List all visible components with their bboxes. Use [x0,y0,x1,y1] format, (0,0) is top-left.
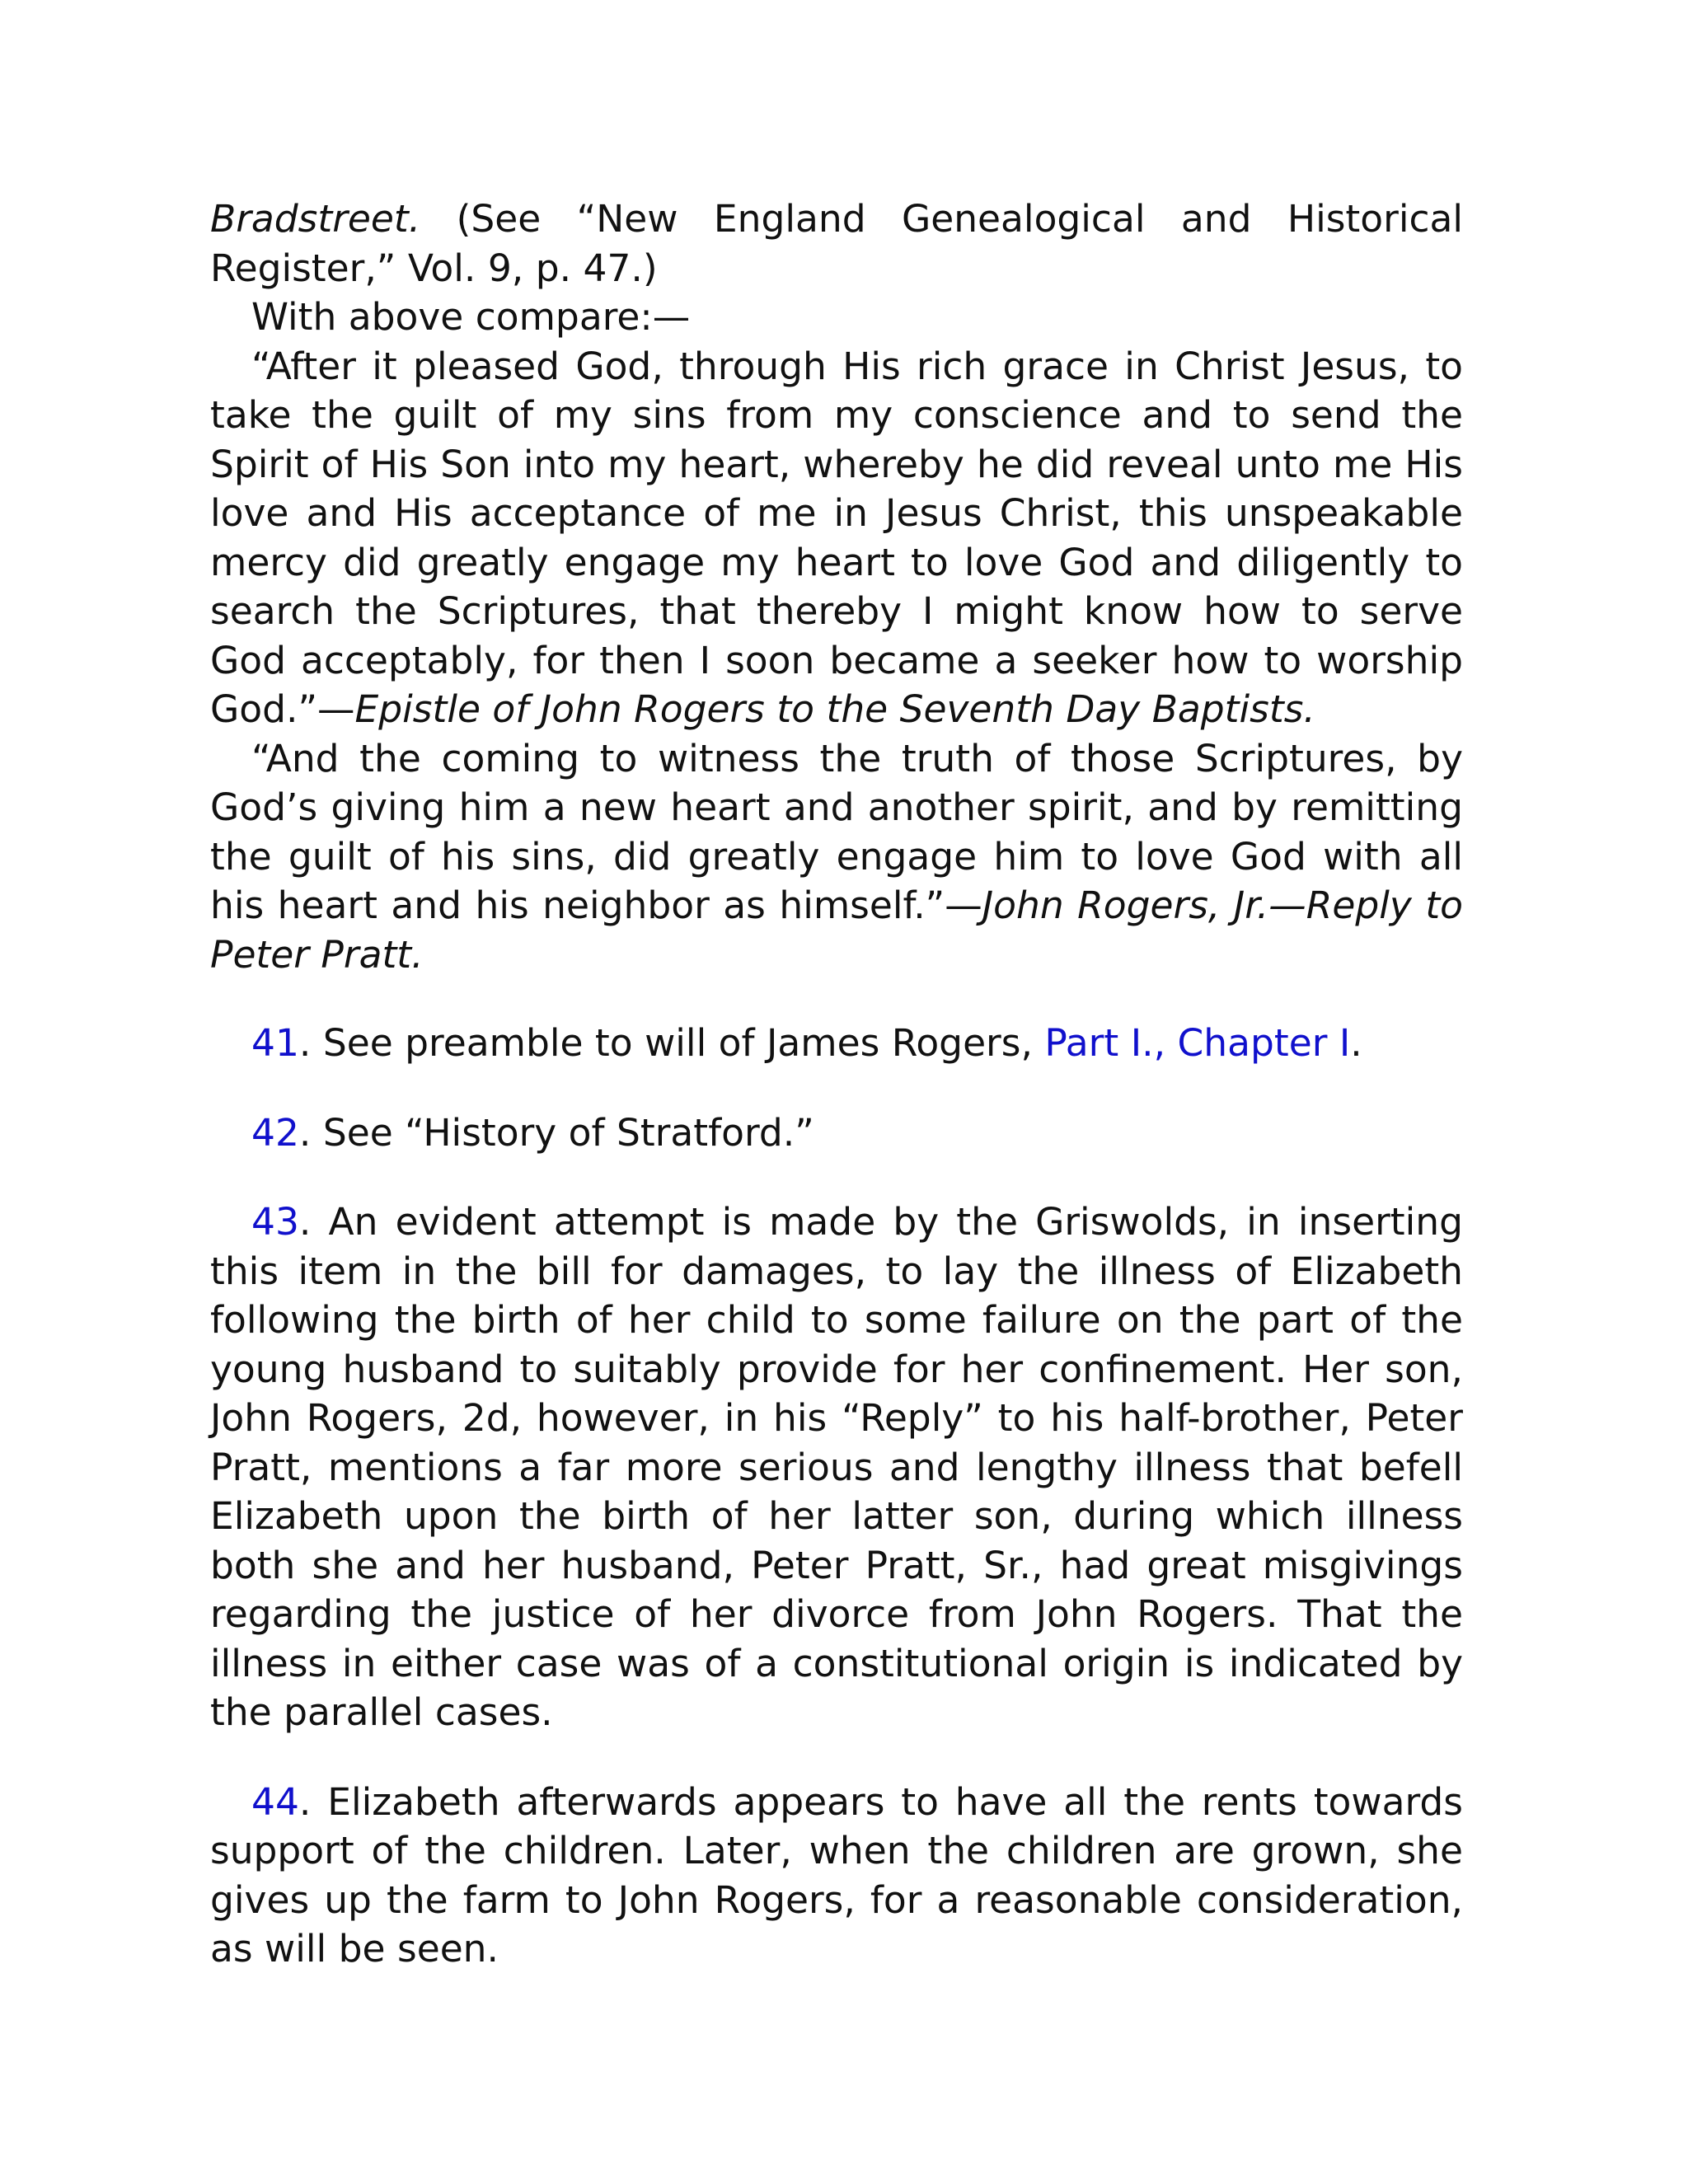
epistle-quote-text: “After it pleased God, through His rich grace in Christ Jesus, to take the guilt of my sins from my conscience and to send the Spirit of His Son into my heart, whereby he did reveal unto me His love and His acceptance of me in Jesus Christ, this unspeakable mercy did greatly engage my heart to love God and diligently to search the Scriptures, that thereby I might know how to serve God acceptably, for then I soon became a seeker how to worship God.”— [210,344,1463,731]
page-content [210,194,1463,1974]
footnote-42 [210,1108,1463,1158]
footnote-43 [210,1197,1463,1737]
epistle-quote-source: Epistle of John Rogers to the Seventh Day Baptists. [354,687,1315,731]
reply-quote-text: “And the coming to witness the truth of those Scriptures, by God’s giving him a new heart and another spirit, and by remitting the guilt of his sins, did greatly engage him to love God with all his heart and his neighbor as himself.”— [210,736,1463,927]
reply-quote-paragraph [210,734,1463,980]
citation-text: (See “New England Genealogical and Historical Register,” Vol. 9, p. 47.) [210,197,1463,290]
footnote-41-text: . See preamble to will of James Rogers, [298,1021,1045,1065]
footnote-41-number-link[interactable]: 41 [251,1021,299,1065]
footnote-41-end: . [1350,1021,1362,1065]
footnote-44-number-link[interactable]: 44 [251,1779,299,1824]
footnote-44-text: . Elizabeth afterwards appears to have all the rents towards support of the children. Later, when the children are grown, she gives up the farm to John Rogers, for a reasonable consideration, as will be seen. [210,1779,1463,1971]
footnote-42-number-link[interactable]: 42 [251,1110,299,1155]
footnote-43-number-link[interactable]: 43 [251,1200,299,1244]
footnote-43-text: . An evident attempt is made by the Griswolds, in inserting this item in the bill for damages, to lay the illness of Elizabeth following the birth of her child to some failure on the part of the young husband to suitably provide for her confinement. Her son, John Rogers, 2d, however, in his “Reply” to his half-brother, Peter Pratt, mentions a far more serious and lengthy illness that befell Elizabeth upon the birth of her latter son, during which illness both she and her husband, Peter Pratt, Sr., had great misgivings regarding the justice of her divorce from John Rogers. That the illness in either case was of a constitutional origin is indicated by the parallel cases. [210,1200,1463,1734]
reply-quote-source: John Rogers, Jr.—Reply to Peter Pratt. [210,883,1463,977]
footnote-42-text: . See “History of Stratford.” [298,1110,814,1155]
footnote-44 [210,1778,1463,1974]
part-chapter-link[interactable]: Part I., Chapter I [1044,1021,1351,1065]
footnote-41 [210,1019,1463,1068]
compare-paragraph [210,293,1463,342]
compare-text: With above compare:— [251,295,691,339]
epistle-quote-paragraph [210,342,1463,734]
citation-italic-name: Bradstreet. [210,197,421,241]
citation-paragraph [210,194,1463,293]
